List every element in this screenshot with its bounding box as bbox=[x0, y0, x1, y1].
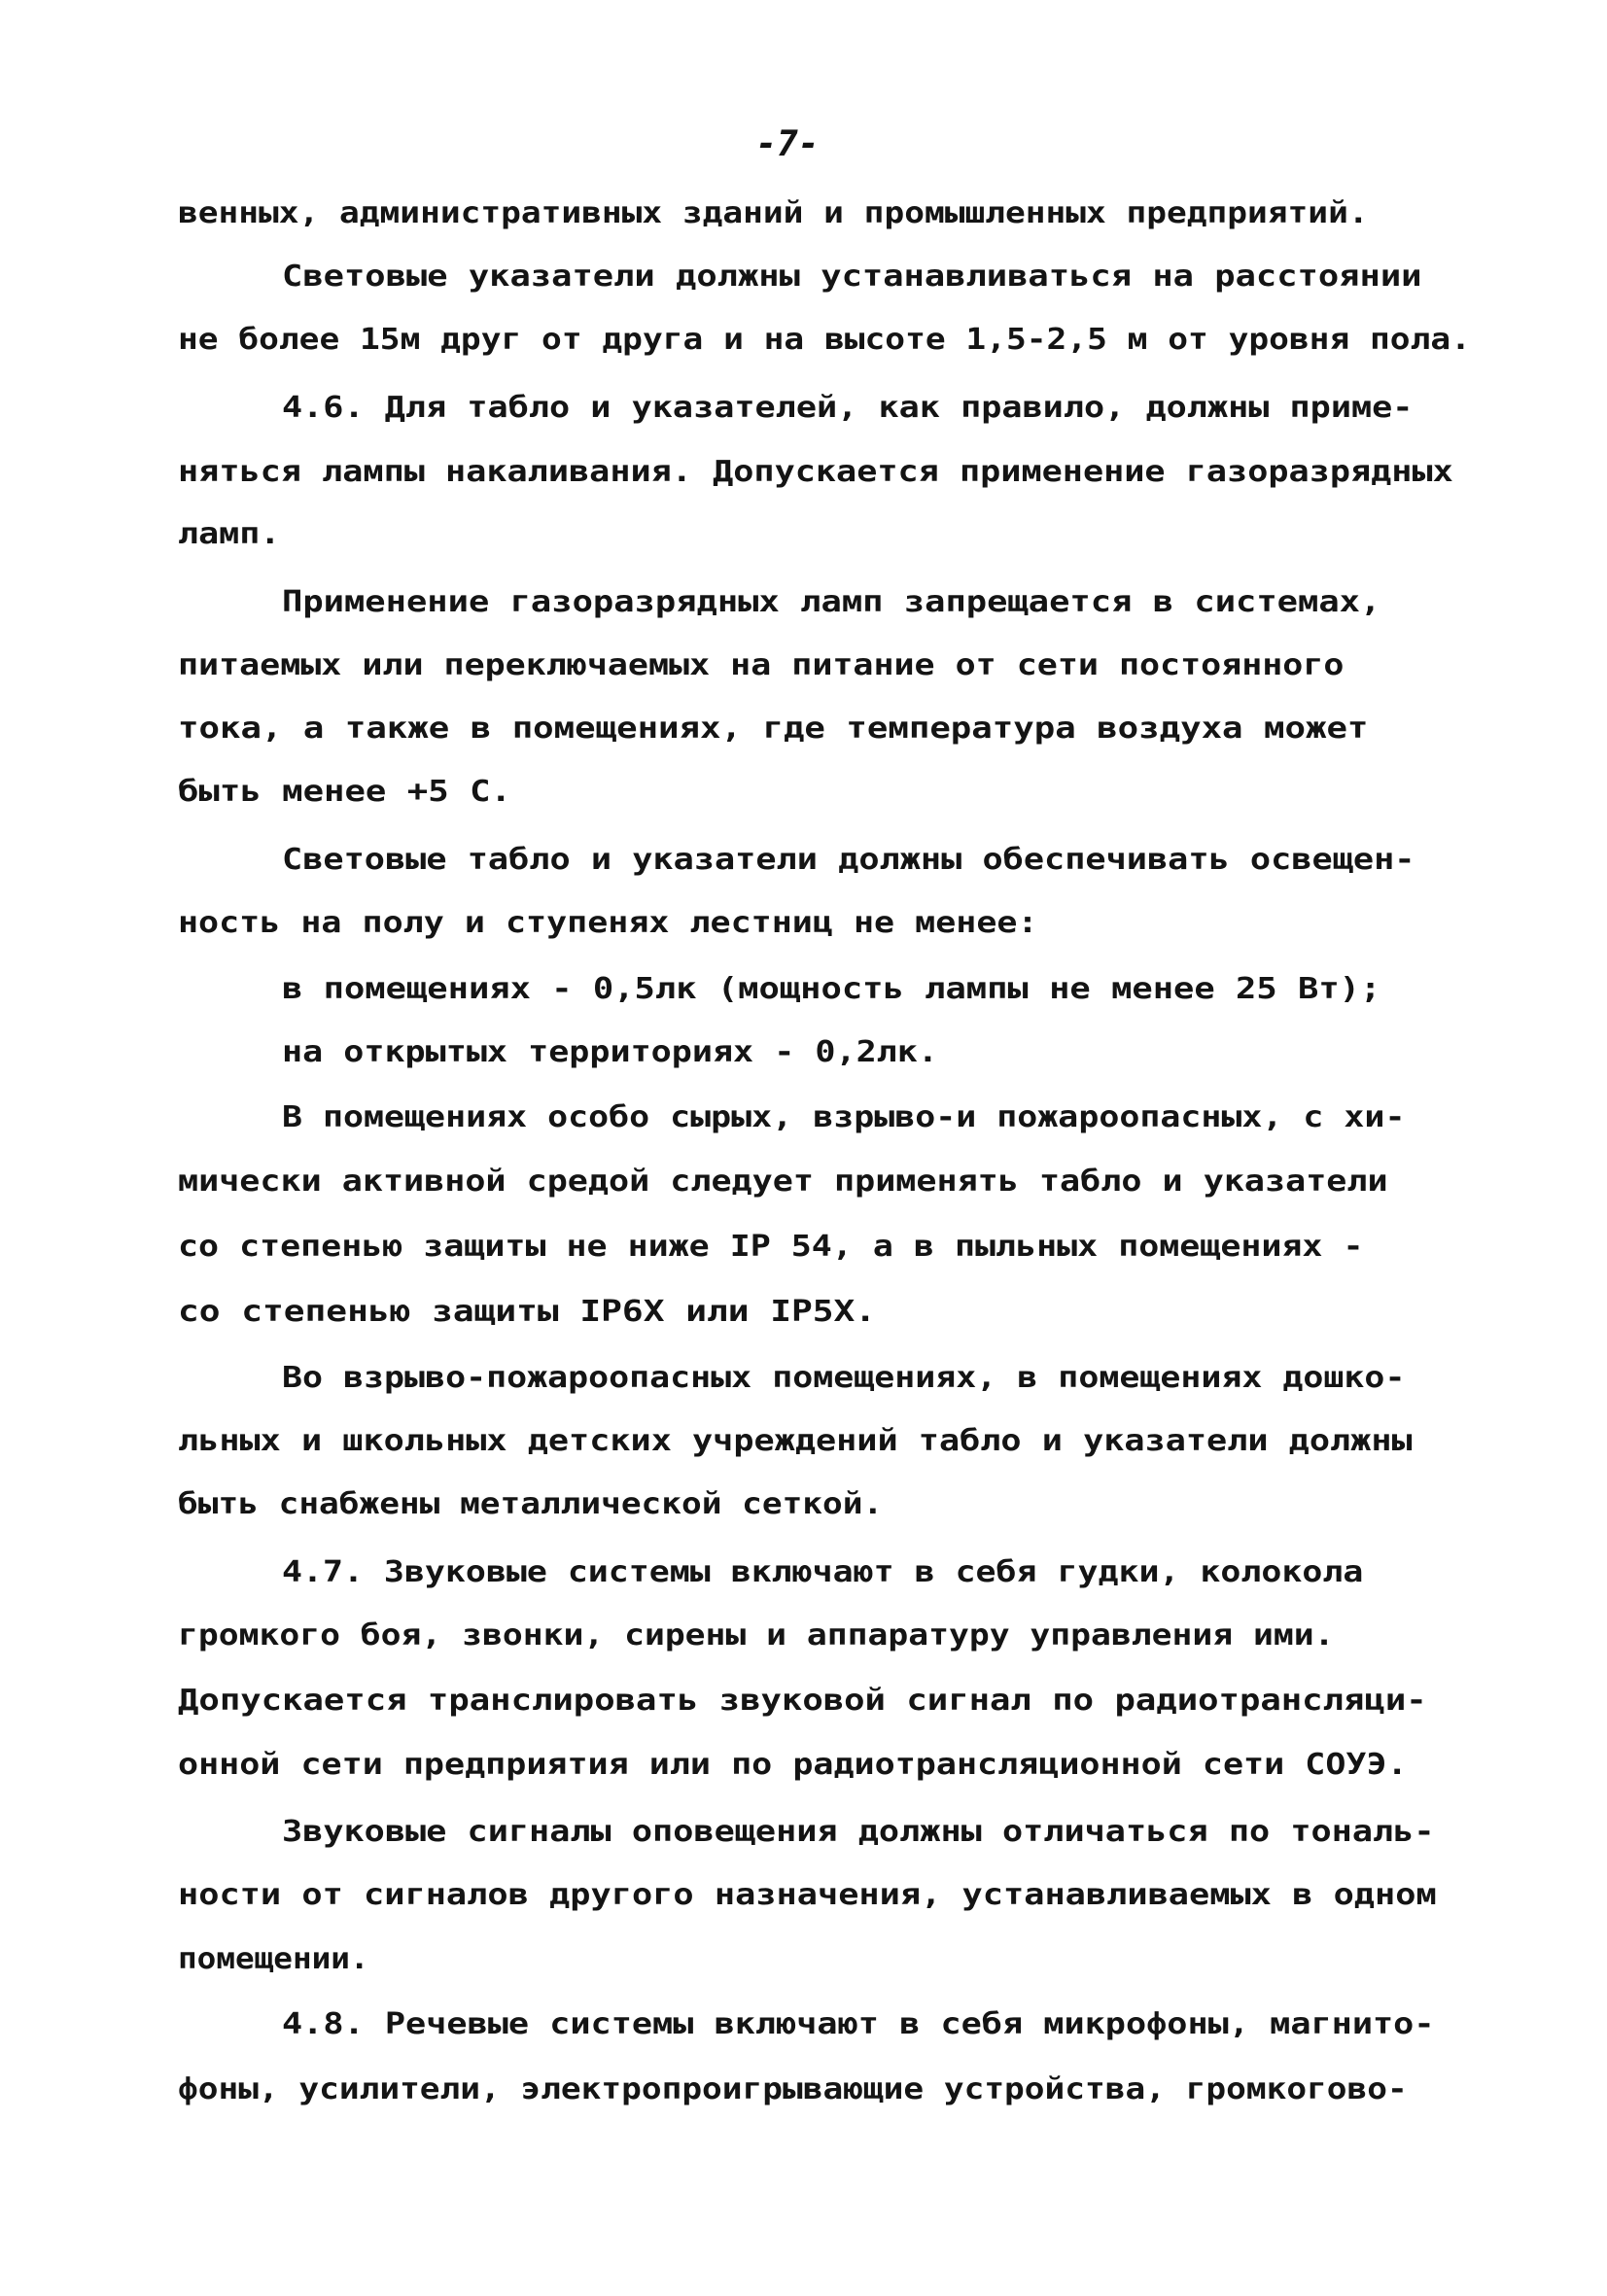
text-line: Световые указатели должны устанавливаться на расстоянии bbox=[282, 260, 1422, 294]
text-line: ности от сигналов другого назначения, устанавливаемых в одном bbox=[178, 1878, 1437, 1912]
text-line: В помещениях особо сырых, взрыво-и пожароопасных, с хи- bbox=[282, 1100, 1406, 1134]
text-line: питаемых или переключаемых на питание от сети постоянного bbox=[178, 648, 1345, 682]
text-line: мически активной средой следует применять табло и указатели bbox=[178, 1165, 1388, 1199]
text-line: 4.7. Звуковые системы включают в себя гудки, колокола bbox=[282, 1555, 1364, 1589]
text-line: Световые табло и указатели должны обеспечивать освещен- bbox=[282, 843, 1415, 877]
text-line: 4.6. Для табло и указателей, как правило, должны приме- bbox=[282, 391, 1414, 425]
text-line: ламп. bbox=[178, 517, 281, 551]
text-line: тока, а также в помещениях, где температура воздуха может bbox=[178, 712, 1369, 746]
text-line: льных и школьных детских учреждений табло и указатели должны bbox=[178, 1424, 1413, 1458]
text-line: быть снабжены металлической сеткой. bbox=[178, 1487, 884, 1521]
text-line: ность на полу и ступенях лестниц не менее: bbox=[178, 906, 1038, 940]
text-line: Звуковые сигналы оповещения должны отличаться по тональ- bbox=[282, 1815, 1435, 1849]
text-line: быть менее +5 С. bbox=[178, 775, 511, 809]
text-line: венных, административных зданий и промышленных предприятий. bbox=[178, 196, 1369, 230]
page-number: -7- bbox=[755, 124, 820, 164]
text-line: не более 15м друг от друга и на высоте 1,5-2,5 м от уровня пола. bbox=[178, 323, 1471, 357]
text-line: Применение газоразрядных ламп запрещается в системах, bbox=[282, 585, 1381, 619]
text-line: со степенью защиты не ниже IP 54, а в пыльных помещениях - bbox=[178, 1230, 1364, 1264]
text-line: громкого боя, звонки, сирены и аппаратуру управления ими. bbox=[178, 1618, 1335, 1652]
text-line: помещении. bbox=[178, 1942, 369, 1976]
text-line: со степенью защиты IP6X или IP5X. bbox=[178, 1295, 877, 1329]
text-line: онной сети предприятия или по радиотрансляционной сети СОУЭ. bbox=[178, 1748, 1408, 1782]
text-line: фоны, усилители, электропроигрывающие устройства, громкогово- bbox=[178, 2072, 1408, 2106]
text-line: Допускается транслировать звуковой сигнал по радиотрансляци- bbox=[178, 1684, 1427, 1718]
text-line: Во взрыво-пожароопасных помещениях, в помещениях дошко- bbox=[282, 1361, 1406, 1395]
text-line: на открытых территориях - 0,2лк. bbox=[282, 1035, 938, 1069]
text-line: в помещениях - 0,5лк (мощность лампы не менее 25 Вт); bbox=[282, 972, 1381, 1006]
text-line: няться лампы накаливания. Допускается применение газоразрядных bbox=[178, 455, 1453, 489]
text-line: 4.8. Речевые системы включают в себя микрофоны, магнито- bbox=[282, 2007, 1435, 2041]
